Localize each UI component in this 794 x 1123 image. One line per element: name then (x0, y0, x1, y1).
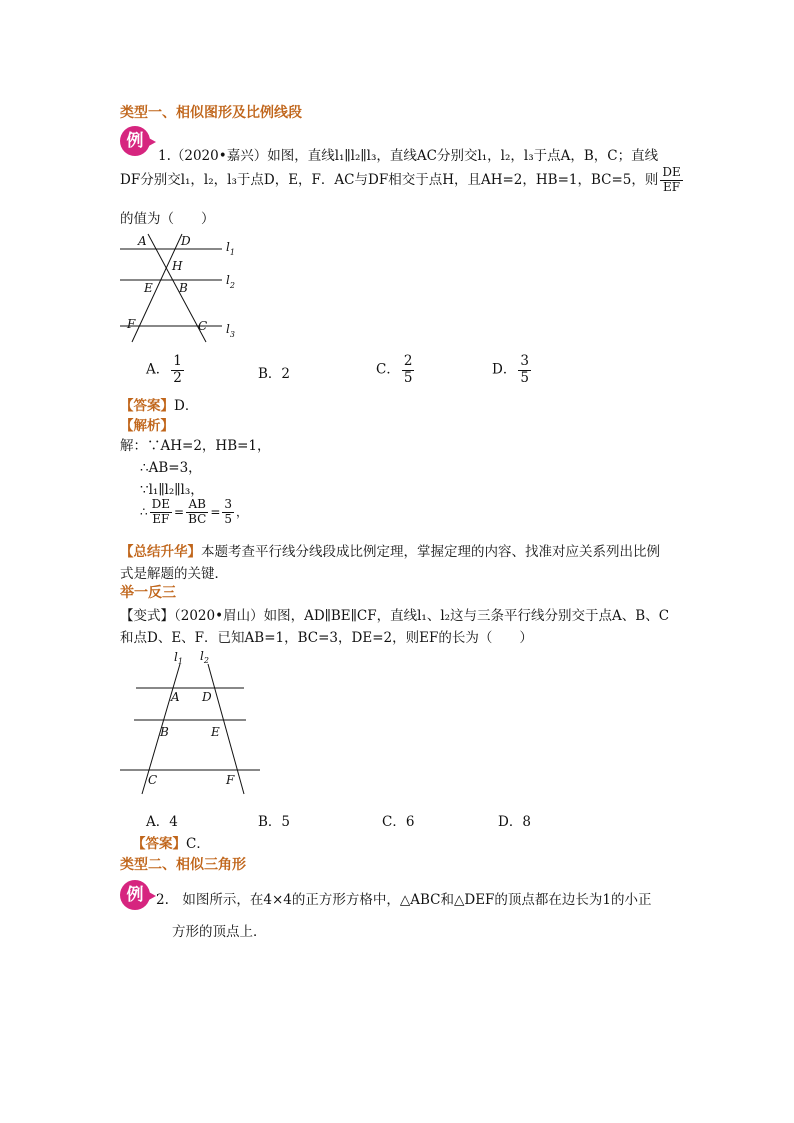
example-badge-icon: 例 (120, 126, 150, 156)
frac-num: AB (186, 498, 208, 513)
label-H: H (172, 259, 183, 273)
frac-3-5 (222, 498, 234, 527)
q1-option-c (376, 354, 416, 386)
q1-analysis-tag: 【解析】 (120, 418, 174, 434)
variant-text: （2020•眉山）如图，AD∥BE∥CF，直线l₁、l₂这与三条平行线分别交于点A、B、C (174, 608, 670, 624)
q1-frac-den: EF (663, 179, 681, 194)
label-F: F (127, 317, 136, 331)
label-l3: $l_3$ (226, 322, 235, 339)
section-heading-1: 类型一、相似图形及比例线段 (120, 105, 302, 121)
q1-figure (118, 232, 248, 344)
therefore-symbol: ∴ (140, 504, 148, 519)
q1-solution-2: ∴AB=3， (140, 460, 202, 476)
option-letter: B． (258, 366, 282, 382)
option-letter: D． (492, 361, 517, 378)
label-C: C (148, 773, 158, 787)
q1-answer (120, 394, 198, 414)
frac-den: 5 (520, 369, 529, 386)
label-A: A (138, 234, 147, 248)
q1-line1: 1.（2020•嘉兴）如图，直线l₁∥l₂∥l₃，直线AC分别交l₁，l₂，l₃于点A，B，C；直线 (158, 148, 659, 164)
frac-num: 2 (403, 353, 413, 369)
variant-line2: 和点D、E、F．已知AB=1，BC=3，DE=2，则EF的长为（ ） (120, 630, 533, 646)
q1-summary-2: 式是解题的关键． (120, 566, 228, 582)
summary-text: 本题考查平行线分线段成比例定理，掌握定理的内容、找准对应关系列出比例 (201, 544, 660, 560)
option-letter: C． (376, 361, 400, 378)
frac-num: 1 (173, 353, 182, 369)
frac-den: EF (152, 511, 170, 526)
frac-num: 3 (224, 497, 233, 511)
frac-den: 2 (173, 369, 182, 386)
label-A: A (171, 690, 180, 704)
variant-option-d (498, 810, 531, 830)
label-l1: $l_1$ (226, 240, 235, 257)
variant-tag: 【变式】 (120, 608, 174, 624)
summary-tag: 【总结升华】 (120, 544, 201, 560)
q1-option-d (492, 354, 533, 386)
frac-num: DE (151, 497, 171, 511)
answer-tag: 【答案】 (120, 398, 174, 414)
option-fraction (518, 354, 531, 386)
frac-den: 5 (224, 511, 233, 526)
q1-option-a (146, 354, 186, 386)
option-letter: A． (146, 814, 170, 830)
option-value: 2 (281, 366, 291, 382)
example-badge-icon: 例 (120, 880, 150, 910)
q1-solution-1: 解：∵AH=2，HB=1， (120, 438, 271, 454)
option-fraction (171, 354, 184, 386)
frac-num: 3 (520, 353, 529, 369)
label-l2: $l_2$ (200, 649, 209, 665)
q1-summary-1 (120, 540, 660, 560)
option-value: 8 (522, 814, 531, 830)
label-B: B (160, 725, 169, 739)
q1-solution-4: ∴ $\frac{DE}{EF}$ = $\frac{AB}{BC}$ = $\frac{3}{5}$ ， (140, 497, 249, 526)
label-l1: $l_1$ (174, 650, 183, 666)
variant-answer (132, 832, 210, 852)
frac-den: BC (188, 511, 207, 526)
label-D: D (181, 234, 191, 248)
variant-option-c (382, 810, 414, 830)
label-E: E (211, 725, 220, 739)
option-value: 6 (405, 814, 415, 830)
answer-value: C． (186, 836, 210, 852)
q1-line3: 的值为（ ） (120, 211, 215, 227)
variant-option-b (258, 810, 290, 830)
label-E: E (144, 281, 153, 295)
q1-option-b (258, 362, 290, 382)
answer-tag: 【答案】 (132, 836, 186, 852)
variant-option-a (146, 810, 178, 830)
practice-heading: 举一反三 (120, 585, 176, 601)
variant-line1 (120, 604, 669, 624)
q1-line2-text: DF分别交l₁，l₂，l₃于点D，E，F．AC与DF相交于点H，且AH=2，HB=1，BC=5，则 (120, 171, 659, 188)
q1-solution-3: ∵l₁∥l₂∥l₃， (140, 482, 204, 498)
option-letter: B． (258, 814, 282, 830)
label-l2: $l_2$ (226, 273, 235, 290)
label-D: D (202, 690, 212, 704)
q2-line1: 2. 如图所示，在4×4的正方形方格中，△ABC和△DEF的顶点都在边长为1的小正 (156, 892, 652, 908)
q1-line2 (120, 166, 685, 195)
option-value: 5 (281, 814, 291, 830)
label-F: F (226, 773, 235, 787)
option-letter: D． (498, 814, 523, 830)
frac-ab-bc (186, 498, 208, 527)
section-heading-2: 类型二、相似三角形 (120, 857, 246, 873)
frac-den: 5 (403, 369, 413, 386)
frac-de-ef (150, 498, 172, 527)
q2-line2: 方形的顶点上． (172, 924, 267, 940)
label-B: B (179, 281, 188, 295)
q1-fraction (660, 166, 682, 195)
label-C: C (198, 319, 208, 333)
option-letter: A． (146, 361, 170, 378)
option-letter: C． (382, 814, 406, 830)
answer-value: D． (174, 398, 199, 414)
q1-frac-num: DE (662, 165, 681, 179)
option-value: 4 (169, 814, 178, 830)
variant-figure (116, 648, 266, 798)
option-fraction (402, 354, 415, 386)
